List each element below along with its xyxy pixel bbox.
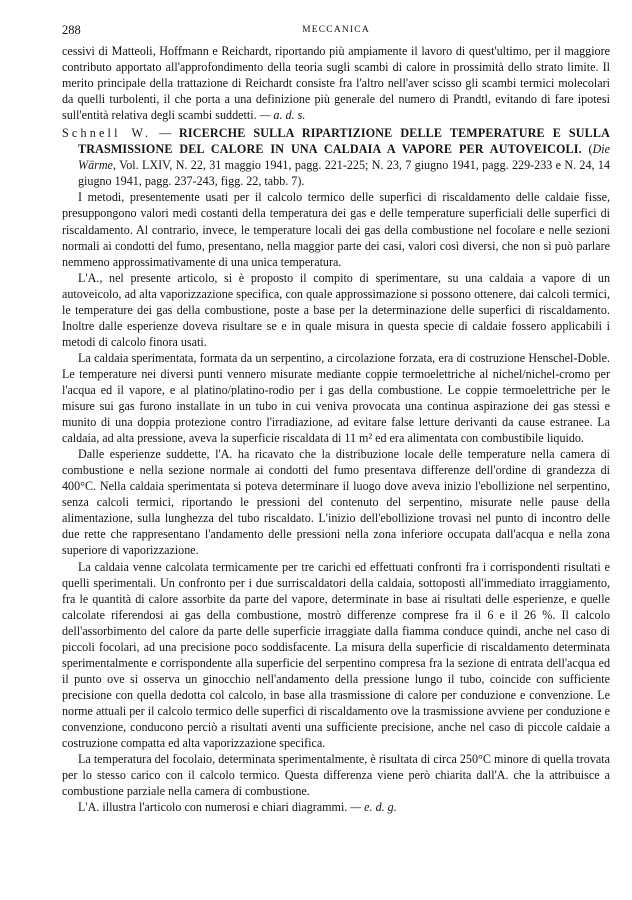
page-number: 288 xyxy=(62,23,81,37)
previous-abstract-tail xyxy=(62,43,610,123)
previous-abstract-text: cessivi di Matteoli, Hoffmann e Reichardt, riportando più ampiamente il lavoro di quest'ultimo, per il maggiore contributo apportato all'approfondimento della teoria sugli scambi di calore in prossimità dello strato limite. Il merito principale della trattazione di Reichardt consiste fra l'altro nell'aver scisso gli scambi termici molecolari da quelli turbolenti, il che porta a una definizione più generale del numero di Prandtl, evitando di fare ipotesi sull'entità relativa degli scambi suddetti. xyxy=(62,44,610,123)
bibliographic-entry: Schnell W. — RICERCHE SULLA RIPARTIZIONE DELLE TEMPERATURE E SULLA TRASMISSIONE DEL CALORE IN UNA CALDAIA A VAPORE PER AUTOVEICOLI. (Die Wärme, Vol. LXIV, N. 22, 31 maggio 1941, pagg. 221-225; N. 23, 7 giugno 1941, pagg. 229-233 e N. 24, 14 giugno 1941, pagg. 237-243, figg. 22, tabb. 7). xyxy=(62,126,610,189)
abstract-paragraph: La caldaia sperimentata, formata da un serpentino, a circolazione forzata, era di costruzione Henschel-Doble. Le temperature nei diversi punti vennero misurate mediante coppie termoelettriche al nichel/nichel-cromo per l'acqua ed il vapore, e al platino/platino-rodio per i gas della combustione. Le coppie termoelettriche per le misure sui gas furono installate in un tubo in cui veniva provocata una continua aspirazione dei gas stessi e munito di una doppia protezione contro l'irradiazione, ad evitare false letture derivanti da cause estranee. La caldaia, ad alta pressione, aveva la superficie riscaldata di 11 m² ed era alimentata con combustibile liquido. xyxy=(62,350,610,446)
abstract-paragraph: La temperatura del focolaio, determinata sperimentalmente, è risultata di circa 250°C minore di quella trovata per lo stesso carico con il calcolo termico. Questa differenza viene però chiarita dall'A. che la attribuisce a combustione parziale nella camera di combustione. xyxy=(62,752,610,799)
abstract-paragraph: Dalle esperienze suddette, l'A. ha ricavato che la distribuzione locale delle temperature nella camera di combustione e nella sezione normale ai condotti del fumo presentava differenze dell'ordine di grandezza di 400°C. Nella caldaia sperimentata si poteva determinare il luogo dove aveva inizio l'ebollizione nel serpentino, senza calcoli termici, riportando le pressioni del contenuto del serpentino, misurate nelle pause della alimentazione, sulla lunghezza del tubo riscaldato. L'inizio dell'ebollizione trovasi nel punto di incontro delle due rette che rappresentano l'andamento delle pressioni nella zona inferiore occupata dall'acqua e nella zona superiore di vaporizzazione. xyxy=(62,447,610,558)
abstract-paragraph: I metodi, presentemente usati per il calcolo termico delle superfici di riscaldamento delle caldaie fisse, presuppongono valori medi costanti della temperatura dei gas e delle temperature superficiali delle superfici di riscaldamento. Al contrario, invece, le temperature locali dei gas della combustione nel focolare e nelle sezioni normali ai condotti del fumo, presentano, nella maggior parte dei casi, valori così diversi, che non si può parlare nemmeno approssimativamente di una unica temperatura. xyxy=(62,190,610,269)
running-head: MECCANICA xyxy=(302,25,370,35)
previous-abstract-signature: — a. d. s. xyxy=(259,108,306,123)
closing-paragraph xyxy=(62,799,610,815)
page-header xyxy=(62,22,610,38)
entry-journal: Die Wärme xyxy=(78,142,610,173)
entry-dash: — xyxy=(151,126,180,141)
closing-signature: — e. d. g. xyxy=(350,800,397,815)
entry-citation: , Vol. LXIV, N. 22, 31 maggio 1941, pagg. 221-225; N. 23, 7 giugno 1941, pagg. 229-233 e N. 24, 14 giugno 1941, pagg. 237-243, figg. 22, tabb. 7). xyxy=(78,158,610,189)
page-content xyxy=(62,43,610,815)
closing-text: L'A. illustra l'articolo con numerosi e chiari diagrammi. xyxy=(78,800,348,815)
entry-title: RICERCHE SULLA RIPARTIZIONE DELLE TEMPERATURE E SULLA TRASMISSIONE DEL CALORE IN UNA CALDAIA A VAPORE PER AUTOVEICOLI. xyxy=(78,126,610,157)
abstract-paragraph: L'A., nel presente articolo, si è proposto il compito di sperimentare, su una caldaia a vapore di un autoveicolo, ad alta vaporizzazione specifica, con quale approssimazione si possono ottenere, dai calcoli termici, le temperature dei gas della combustione, poste a base per la determinazione delle superfici di riscaldamento. Inoltre dalle esperienze doveva risultare se e in quale misura in questa specie di caldaie fossero applicabili i metodi di calcolo finora usati. xyxy=(62,270,610,349)
abstract-paragraph: La caldaia venne calcolata termicamente per tre carichi ed effettuati confronti fra i corrispondenti risultati e quelli sperimentali. Un confronto per i due surriscaldatori della caldaia, sottoposti all'immediato irraggiamento, fra le quantità di calore assorbite da parte del vapore, determinate in base ai risultati delle esperienze, e quelle calcolate riferendosi ai gas della combustione, mostrò differenze comprese fra il 6 e il 26 %. Il calcolo dell'assorbimento del calore da parte delle superficie irraggiate dalla fiamma conduce quindi, anche nel caso di piccoli focolari, ad una precisione poco soddisfacente. La misura della superficie di riscaldamento determinata sperimentalmente e corrispondente alla superficie del serpentino compresa fra la sezione di entrata dell'acqua ed il punto ove si osserva un ginocchio nell'andamento della pressione lungo il tubo, coincide con sufficiente precisione con quella dedotta col calcolo, in base alla trasmissione di calore per conduzione e convenzione. Le norme attuali per il calcolo termico delle superfici di riscaldamento ove la trasmissione avviene per conduzione e convenzione, conducono perciò a risultati aventi una sufficiente precisione, anche nel caso di piccole caldaie a costruzione compatta ed alta vaporizzazione specifica. xyxy=(62,559,610,751)
entry-author: Schnell W. xyxy=(62,126,152,141)
